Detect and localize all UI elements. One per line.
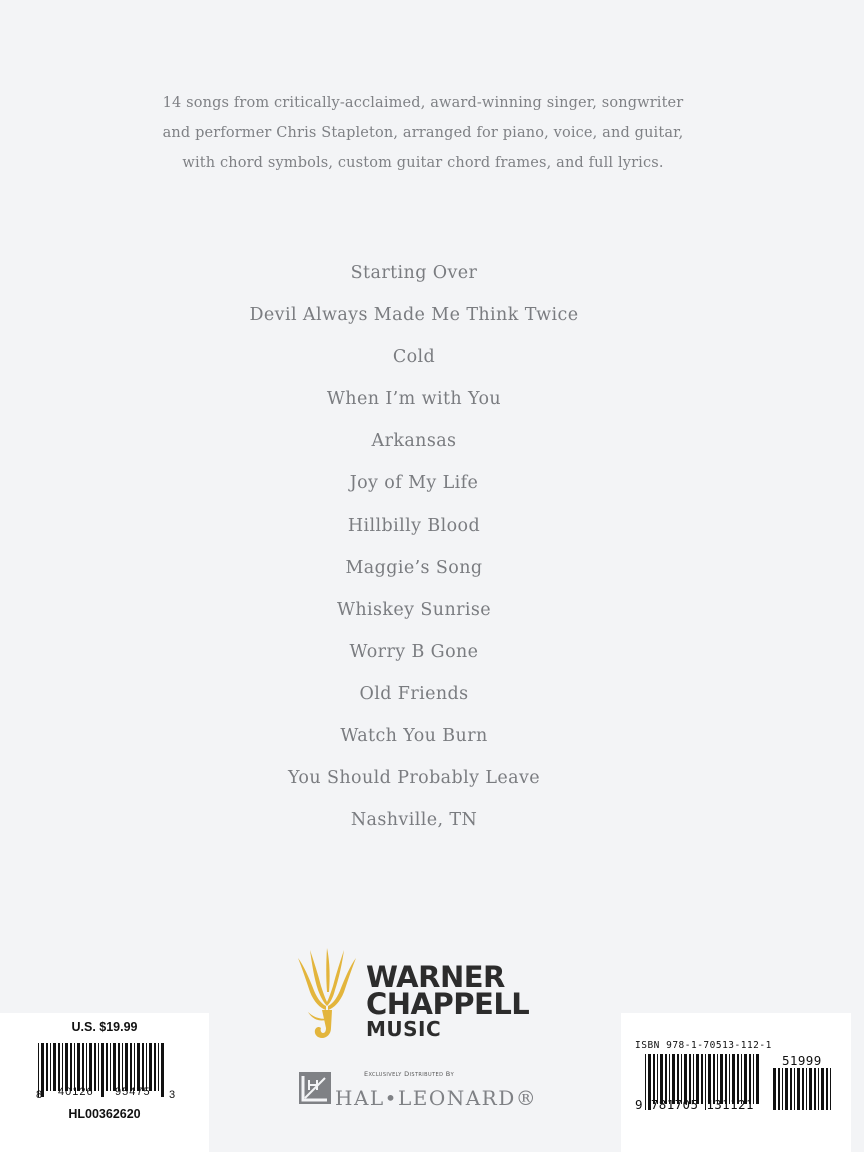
barcode-bar: [62, 1043, 63, 1091]
description-line: 14 songs from critically-acclaimed, award-winning singer, songwriter: [162, 95, 684, 111]
upc-digits-right: 95475: [115, 1086, 151, 1098]
barcode-bar: [826, 1068, 828, 1110]
price-barcode-panel: [0, 1013, 209, 1152]
barcode-bar: [797, 1068, 800, 1110]
barcode-bar: [106, 1043, 108, 1091]
song-title: Arkansas: [371, 431, 457, 452]
description-text: [0, 88, 846, 178]
upc-digit-first: 8: [36, 1089, 43, 1101]
barcode-bar: [74, 1043, 75, 1091]
distribution-note: Exclusively Distributed By: [364, 1070, 455, 1078]
distributor-name: HAL•LEONARD®: [335, 1086, 538, 1110]
barcode-bar: [802, 1068, 804, 1110]
barcode-bar: [149, 1043, 152, 1091]
barcode-bar: [94, 1043, 96, 1091]
barcode-bar: [118, 1043, 120, 1091]
ean-digits: 9 781705 131121: [635, 1097, 754, 1112]
barcode-bar: [50, 1043, 51, 1091]
song-title: Hillbilly Blood: [347, 515, 481, 536]
barcode-bar: [86, 1043, 87, 1091]
barcode-bar: [814, 1068, 816, 1110]
barcode-bar: [89, 1043, 92, 1091]
barcode-bar: [65, 1043, 68, 1091]
upc-digit-last: 3: [169, 1089, 176, 1101]
barcode-bar: [818, 1068, 819, 1110]
barcode-bar: [53, 1043, 56, 1091]
barcode-bar: [790, 1068, 792, 1110]
addon-barcode: [773, 1068, 835, 1110]
barcode-bar: [146, 1043, 147, 1091]
barcode-bar: [101, 1043, 104, 1097]
warner-chappell-trident-icon: [296, 948, 358, 1040]
barcode-bar: [161, 1043, 164, 1097]
barcode-bar: [46, 1043, 48, 1091]
hal-leonard-logo: [299, 1072, 559, 1108]
song-title: Watch You Burn: [340, 726, 488, 747]
barcode-bar: [794, 1068, 795, 1110]
barcode-bar: [125, 1043, 128, 1091]
barcode-bar: [122, 1043, 123, 1091]
song-list: [0, 252, 828, 841]
barcode-bar: [809, 1068, 812, 1110]
barcode-bar: [113, 1043, 116, 1091]
barcode-bar: [154, 1043, 156, 1091]
price-label: U.S. $19.99: [71, 1020, 138, 1034]
publisher-name-line: WARNER: [366, 960, 505, 994]
barcode-bar: [70, 1043, 72, 1091]
item-code: HL00362620: [68, 1107, 141, 1121]
song-title: Nashville, TN: [350, 810, 478, 831]
publisher-name-line: MUSIC: [366, 1017, 442, 1041]
song-title: Whiskey Sunrise: [336, 599, 492, 620]
song-title: Starting Over: [350, 263, 478, 283]
upc-digits-left: 40126: [58, 1086, 94, 1098]
barcode-bar: [98, 1043, 99, 1091]
description-line: with chord symbols, custom guitar chord frames, and full lyrics.: [182, 155, 664, 171]
song-title: Worry B Gone: [349, 641, 479, 662]
barcode-bar: [137, 1043, 140, 1091]
addon-digits: 51999: [782, 1053, 822, 1068]
barcode-bar: [130, 1043, 132, 1091]
barcode-bar: [773, 1068, 776, 1110]
barcode-bar: [782, 1068, 783, 1110]
isbn-label: ISBN 978-1-70513-112-1: [635, 1040, 772, 1051]
warner-chappell-logo: [296, 948, 546, 1044]
barcode-bar: [778, 1068, 780, 1110]
song-title: Maggie’s Song: [345, 557, 483, 578]
barcode-bar: [134, 1043, 135, 1091]
song-title: Old Friends: [359, 683, 469, 704]
barcode-bar: [82, 1043, 84, 1091]
hal-leonard-mark-icon: [299, 1072, 331, 1104]
barcode-bar: [785, 1068, 788, 1110]
song-title: When I’m with You: [326, 389, 502, 410]
barcode-bar: [821, 1068, 824, 1110]
barcode-bar: [77, 1043, 80, 1091]
song-title: Joy of My Life: [349, 473, 479, 494]
barcode-bar: [110, 1043, 111, 1091]
barcode-bar: [756, 1054, 759, 1104]
warner-chappell-wordmark: [366, 960, 530, 1041]
publisher-name-line: CHAPPELL: [366, 987, 530, 1021]
barcode-bar: [58, 1043, 60, 1091]
isbn-barcode-panel: [621, 1013, 851, 1152]
barcode-bar: [158, 1043, 159, 1091]
barcode-bar: [830, 1068, 831, 1110]
song-title: Cold: [392, 347, 436, 368]
song-title: You Should Probably Leave: [287, 768, 541, 789]
description-line: and performer Chris Stapleton, arranged for piano, voice, and guitar,: [162, 125, 684, 141]
barcode-bar: [142, 1043, 144, 1091]
song-title: Devil Always Made Me Think Twice: [249, 305, 579, 326]
barcode-bar: [806, 1068, 807, 1110]
